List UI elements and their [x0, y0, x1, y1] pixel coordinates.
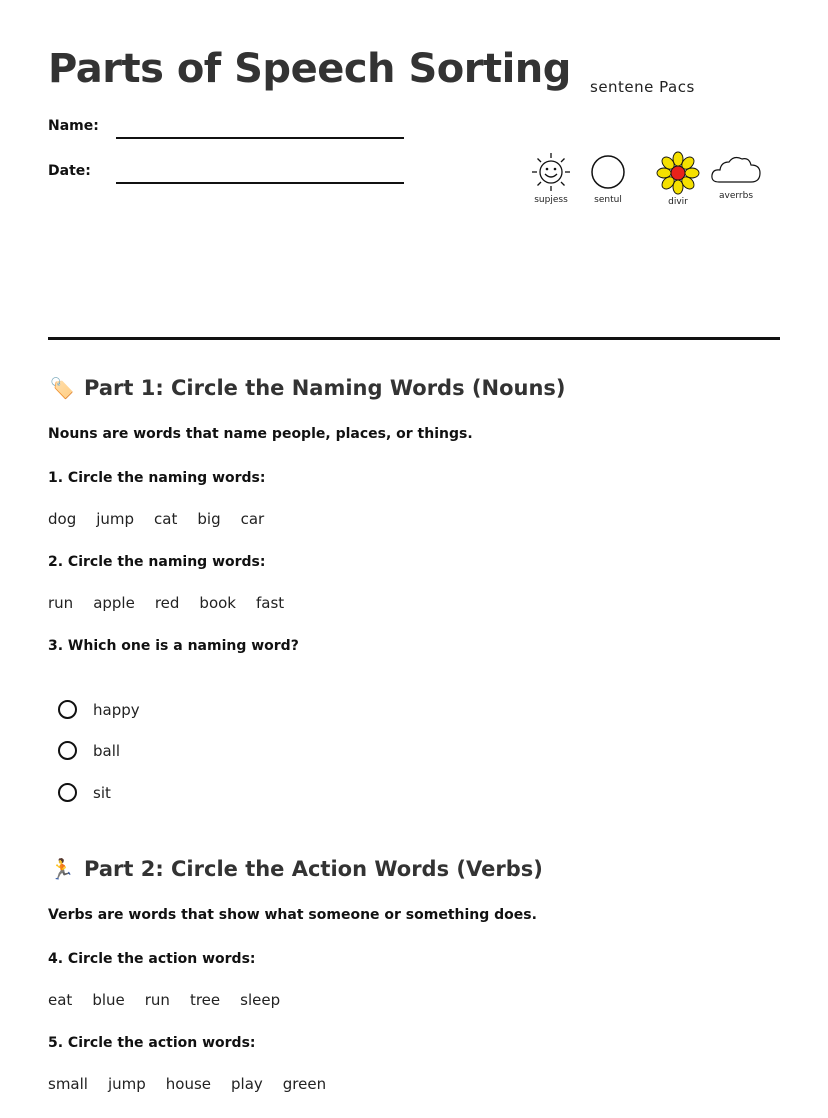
- part1-description: Nouns are words that name people, places, or things.: [48, 426, 473, 442]
- word-option[interactable]: big: [197, 510, 221, 528]
- icon-legend: [528, 150, 768, 220]
- brand-text: sentene Pacs: [590, 78, 695, 96]
- option-label: sit: [93, 783, 111, 802]
- option-label: happy: [93, 700, 140, 719]
- q3-option[interactable]: [58, 741, 120, 760]
- q4-word-list: [48, 991, 280, 1009]
- icon-label: sentul: [594, 195, 622, 205]
- word-option[interactable]: car: [240, 510, 265, 528]
- tag-icon: 🏷️: [49, 376, 75, 400]
- word-option[interactable]: house: [165, 1075, 212, 1093]
- part2-heading: [48, 857, 543, 881]
- icon-label: divir: [668, 197, 688, 207]
- word-option[interactable]: red: [154, 594, 180, 612]
- icon-cell-cloud: [708, 150, 764, 201]
- q3-option[interactable]: [58, 783, 111, 802]
- radio-button[interactable]: [58, 700, 77, 719]
- word-option[interactable]: run: [144, 991, 170, 1009]
- q5-prompt: 5. Circle the action words:: [48, 1035, 256, 1051]
- word-option[interactable]: sleep: [240, 991, 281, 1009]
- q4-prompt: 4. Circle the action words:: [48, 951, 256, 967]
- name-field[interactable]: [116, 137, 404, 139]
- date-label: Date:: [48, 163, 91, 179]
- option-label: ball: [93, 741, 121, 760]
- word-option[interactable]: apple: [93, 594, 135, 612]
- q1-prompt: 1. Circle the naming words:: [48, 470, 266, 486]
- date-field[interactable]: [116, 182, 404, 184]
- word-option[interactable]: cat: [154, 510, 178, 528]
- part2-description: Verbs are words that show what someone or something does.: [48, 907, 537, 923]
- radio-button[interactable]: [58, 741, 77, 760]
- word-option[interactable]: fast: [255, 594, 285, 612]
- icon-cell-sun: [523, 150, 579, 205]
- q5-word-list: [48, 1075, 326, 1093]
- sun-icon: [529, 150, 573, 194]
- icon-cell-circle: [580, 150, 636, 205]
- page-title: Parts of Speech Sorting: [48, 46, 571, 92]
- q1-word-list: [48, 510, 264, 528]
- icon-label: supjess: [534, 195, 568, 205]
- runner-icon: 🏃: [49, 857, 75, 881]
- divider: [48, 337, 780, 340]
- q3-option[interactable]: [58, 700, 140, 719]
- word-option[interactable]: jump: [96, 510, 135, 528]
- part1-heading-text: Part 1: Circle the Naming Words (Nouns): [84, 376, 566, 400]
- part2-heading-text: Part 2: Circle the Action Words (Verbs): [84, 857, 543, 881]
- part1-heading: [48, 376, 566, 400]
- q2-prompt: 2. Circle the naming words:: [48, 554, 266, 570]
- word-option[interactable]: jump: [107, 1075, 146, 1093]
- word-option[interactable]: book: [199, 594, 236, 612]
- word-option[interactable]: green: [282, 1075, 327, 1093]
- q3-prompt: 3. Which one is a naming word?: [48, 638, 299, 654]
- word-option[interactable]: play: [231, 1075, 263, 1093]
- cloud-icon: [709, 150, 763, 190]
- icon-cell-flower: [650, 150, 706, 207]
- name-label: Name:: [48, 118, 99, 134]
- word-option[interactable]: dog: [48, 510, 77, 528]
- icon-label: averrbs: [718, 191, 754, 201]
- word-option[interactable]: small: [48, 1075, 88, 1093]
- flower-icon: [654, 150, 702, 196]
- word-option[interactable]: blue: [92, 991, 125, 1009]
- word-option[interactable]: eat: [48, 991, 73, 1009]
- radio-button[interactable]: [58, 783, 77, 802]
- q2-word-list: [48, 594, 284, 612]
- word-option[interactable]: tree: [189, 991, 221, 1009]
- circle-icon: [586, 150, 630, 194]
- word-option[interactable]: run: [48, 594, 74, 612]
